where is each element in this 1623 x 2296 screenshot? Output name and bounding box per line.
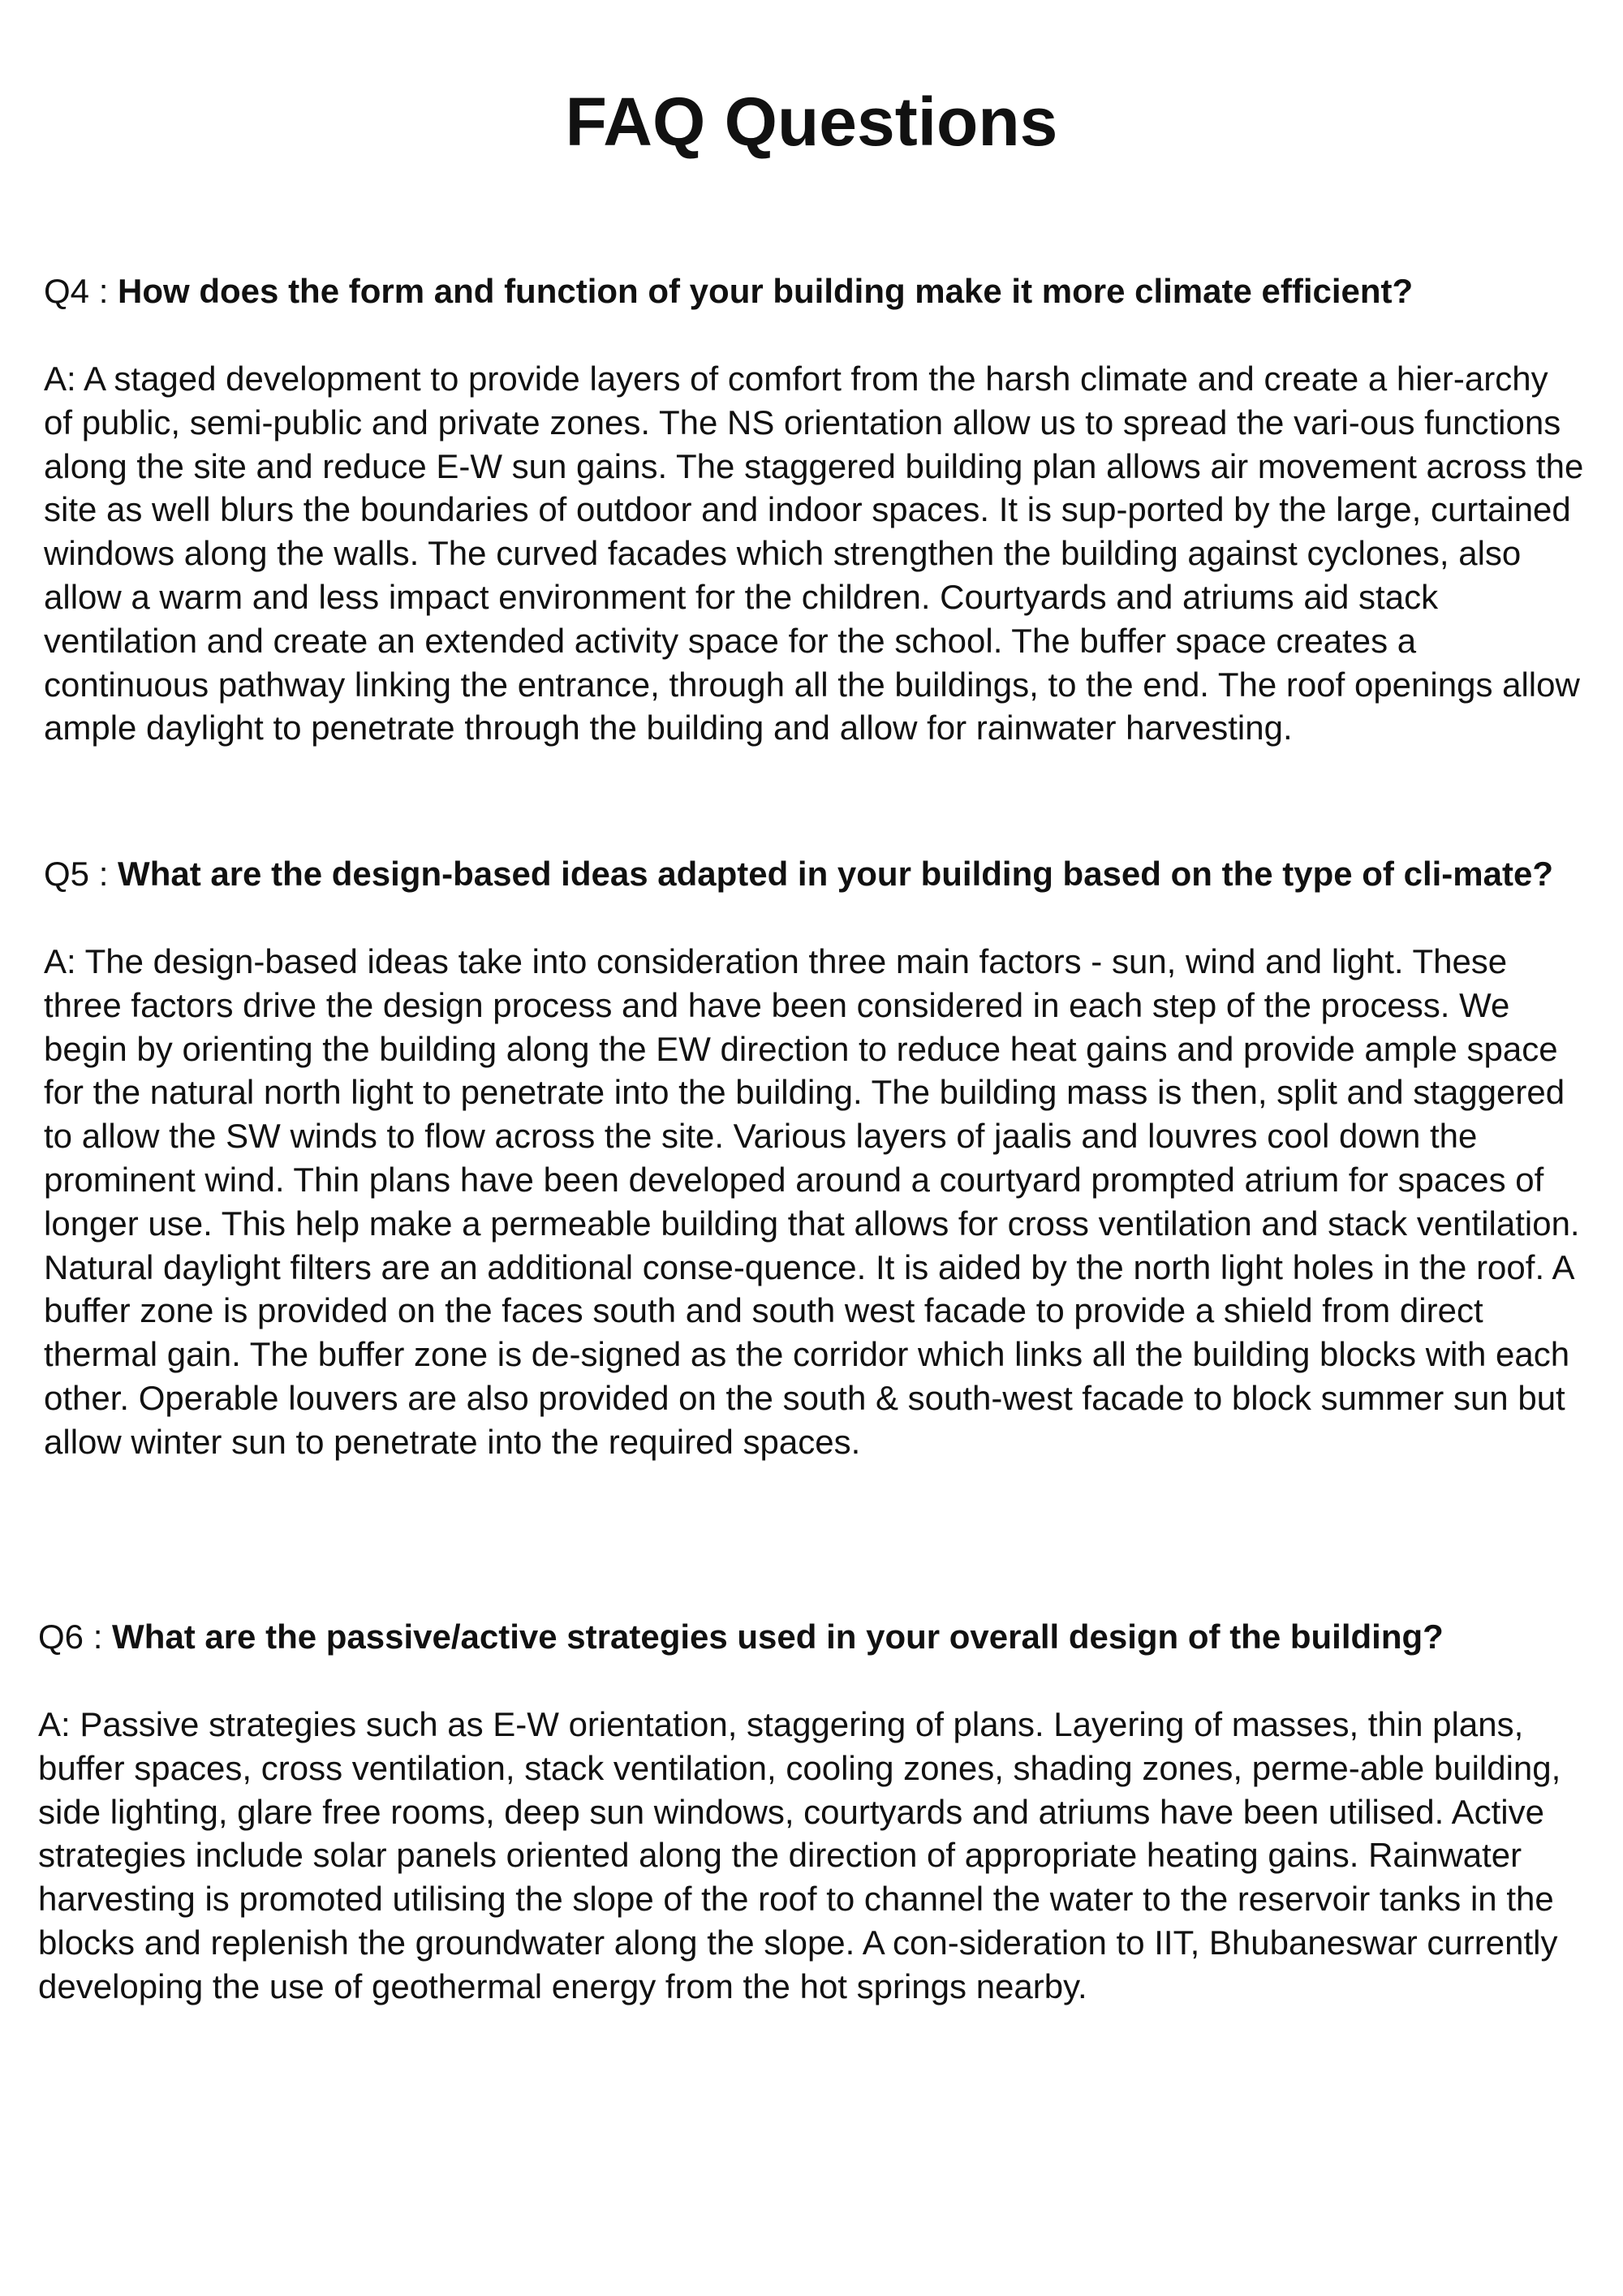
faq-question xyxy=(44,269,1586,313)
faq-answer: A: Passive strategies such as E-W orientation, staggering of plans. Layering of masses, thin plans, buffer spaces, cross ventilation, stack ventilation, cooling zones, shading zones, perme-able building, side lighting, glare free rooms, deep sun windows, courtyards and atriums have been utilised. Active strategies include solar panels oriented along the direction of appropriate heating gains. Rainwater harvesting is promoted utilising the slope of the roof to channel the water to the reservoir tanks in the blocks and replenish the groundwater along the slope. A con-sideration to IIT, Bhubaneswar currently developing the use of geothermal energy from the hot springs nearby. xyxy=(38,1705,1561,2005)
faq-answer: A: The design-based ideas take into consideration three main factors - sun, wind and light. These three factors drive the design process and have been considered in each step of the process. We begin by orienting the building along the EW direction to reduce heat gains and provide ample space for the natural north light to penetrate into the building. The building mass is then, split and staggered to allow the SW winds to flow across the site. Various layers of jaalis and louvres cool down the prominent wind. Thin plans have been developed around a courtyard prompted atrium for spaces of longer use. This help make a permeable building that allows for cross ventilation and stack ventilation. Natural daylight filters are an additional conse-quence. It is aided by the north light holes in the roof. A buffer zone is provided on the faces south and south west facade to provide a shield from direct thermal gain. The buffer zone is de-signed as the corridor which links all the building blocks with each other. Operable louvers are also provided on the south & south-west facade to block summer sun but allow winter sun to penetrate into the required spaces. xyxy=(44,942,1580,1461)
question-number: Q5 : xyxy=(44,855,118,893)
faq-item-q5 xyxy=(44,852,1586,1464)
question-number: Q6 : xyxy=(38,1618,113,1656)
question-text: How does the form and function of your building make it more climate efficient? xyxy=(118,272,1414,310)
faq-item-q6 xyxy=(38,1615,1580,2009)
question-text: What are the design-based ideas adapted in your building based on the type of cli-mate? xyxy=(118,855,1553,893)
faq-question xyxy=(38,1615,1580,1659)
question-number: Q4 : xyxy=(44,272,118,310)
page-title: FAQ Questions xyxy=(565,84,1058,160)
faq-item-q4 xyxy=(44,269,1586,750)
question-text: What are the passive/active strategies used in your overall design of the building? xyxy=(112,1618,1444,1656)
faq-question xyxy=(44,852,1586,896)
faq-answer: A: A staged development to provide layers of comfort from the harsh climate and create a hier-archy of public, semi-public and private zones. The NS orientation allow us to spread the vari-ous functions along the site and reduce E-W sun gains. The staggered building plan allows air movement across the site as well blurs the boundaries of outdoor and indoor spaces. It is sup-ported by the large, curtained windows along the walls. The curved facades which strengthen the building against cyclones, also allow a warm and less impact environment for the children. Courtyards and atriums aid stack ventilation and create an extended activity space for the school. The buffer space creates a continuous pathway linking the entrance, through all the buildings, to the end. The roof openings allow ample daylight to penetrate through the building and allow for rainwater harvesting. xyxy=(44,360,1584,747)
